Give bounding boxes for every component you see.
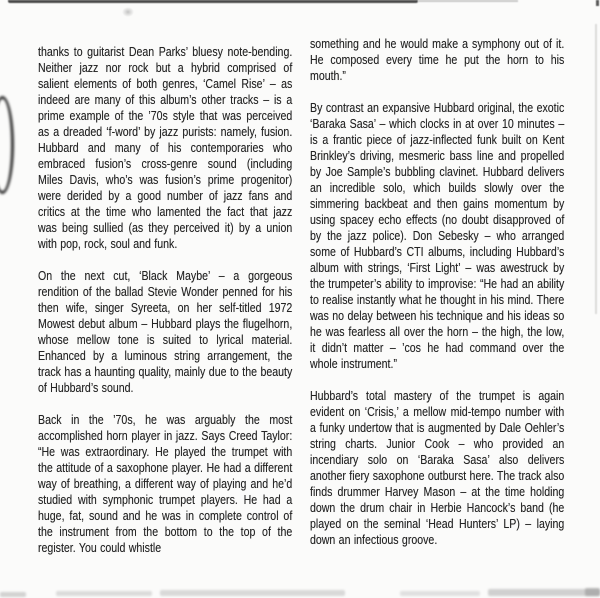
scan-edge-bottom-segment: [0, 592, 26, 597]
scan-edge-bottom-segment: [400, 591, 480, 596]
scan-edge-right: [595, 24, 597, 314]
scan-mark-top-right: [596, 0, 599, 6]
paragraph-quote-continuation: something and he would make a symphony out of it. He composed every time he put the horn to his mouth.”: [310, 36, 565, 83]
scan-edge-top-faint: [418, 0, 518, 2]
scan-edge-top: [8, 0, 418, 3]
paragraph-creed-taylor-quote: Back in the ’70s, he was arguably the most accomplished horn player in jazz. Says Creed Taylor: “He was extraordinary. He played the trumpet with the attitude of a saxophone player. He had a different way of breathing, a different way of playing and he’d studied with symphonic trumpet players. He had a huge, fat, sound and he was in complete control of the instrument from the bottom to the top of the register. You could whistle: [38, 412, 293, 555]
paragraph-baraka-sasa: By contrast an expansive Hubbard original, the exotic ‘Baraka Sasa’ – which clocks in at over 10 minutes – is a frantic piece of jazz-inflected funk built on Kent Brinkley’s driving, mesmeric bass line and propelled by Joe Sample’s bubbling clavinet. Hubbard delivers an incredible solo, which builds slowly over the simmering backbeat and then gains momentum by using spacey echo effects (no doubt disapproved of by the jazz police). Don Sebesky – who arranged some of Hubbard’s CTI albums, including Hubbard’s album with strings, ‘First Light’ – was awestruck by the trumpeter’s ability to improvise: “He had an ability to realise instantly what he thought in his mind. There was no delay between his technique and his ideas so he was fearless all over the horn – the high, the low, it didn’t matter – ’cos he had command over the whole instrument.”: [310, 100, 565, 371]
scan-edge-bottom-segment: [56, 591, 152, 596]
scan-edge-bottom-segment: [488, 589, 600, 596]
scan-smudge: [122, 7, 134, 17]
paragraph-black-maybe: On the next cut, ‘Black Maybe’ – a gorgeous rendition of the ballad Stevie Wonder penned for his then wife, singer Syreeta, on her self-titled 1972 Mowest debut album – Hubbard plays the flugelhorn, whose mellow tone is suited to lyrical material. Enhanced by a luminous string arrangement, the track has a haunting quality, mainly due to the beauty of Hubbard’s sound.: [38, 268, 293, 395]
text-column-right: [310, 36, 564, 564]
scan-shadow-left: [0, 96, 14, 194]
paragraph-crisis: Hubbard’s total mastery of the trumpet is again evident on ‘Crisis,’ a mellow mid-tempo number with a funky undertow that is augmented by Dale Oehler’s string charts. Junior Cook – who provided an incendiary solo on ‘Baraka Sasa’ also delivers another fiery saxophone outburst here. The track also finds drummer Harvey Mason – at the time holding down the drum chair in Herbie Hancock’s band (he played on the seminal ‘Head Hunters’ LP) – laying down an infectious groove.: [310, 388, 565, 547]
scan-edge-bottom-segment: [160, 590, 345, 596]
paragraph-camel-rise: thanks to guitarist Dean Parks’ bluesy note-bending. Neither jazz nor rock but a hybrid comprised of salient elements of both genres, ‘Camel Rise’ – as indeed are many of this album’s other tracks – is a prime example of the ’70s style that was perceived as a dreaded ‘f-word’ by jazz purists: namely, fusion. Hubbard and many of his contemporaries who embraced fusion’s cross-genre sound (including Miles Davis, who’s was fusion’s prime progenitor) were derided by a good number of jazz fans and critics at the time who lamented the fact that jazz was being sullied (as they perceived it) by a union with pop, rock, soul and funk.: [38, 44, 293, 251]
text-column-left: [38, 44, 292, 572]
scan-edge-bottom-segment: [585, 588, 600, 596]
